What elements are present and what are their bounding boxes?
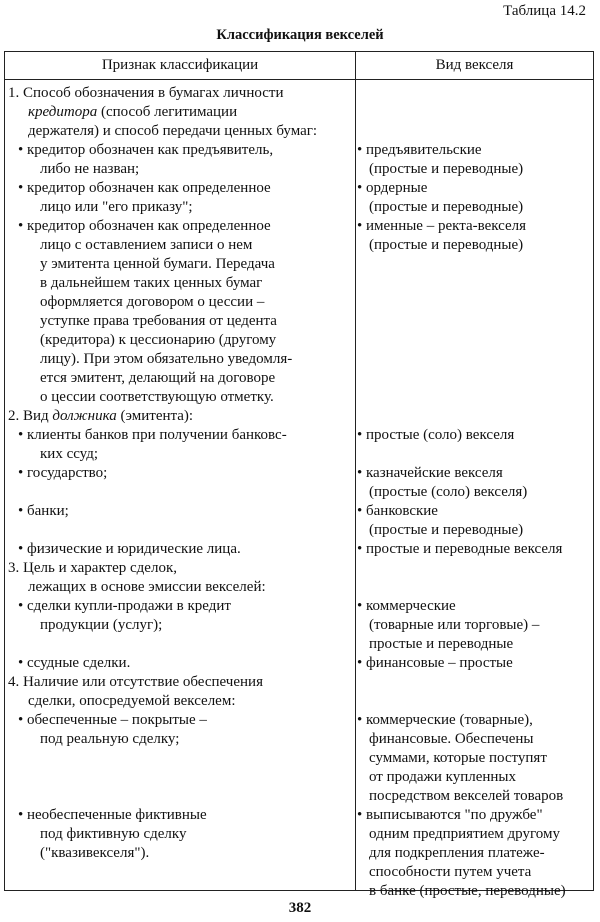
table-number: Таблица 14.2 bbox=[503, 3, 586, 19]
bill-type-line: • коммерческие bbox=[357, 598, 456, 614]
bill-type-line: в банке (простые, переводные) bbox=[369, 883, 566, 899]
feature-line: держателя) и способ передачи ценных бумаг: bbox=[28, 123, 318, 139]
bill-type-line: (простые и переводные) bbox=[369, 522, 524, 538]
header-bill-type: Вид векселя bbox=[435, 57, 514, 73]
bill-type-line: простые и переводные bbox=[369, 636, 514, 652]
table-title: Классификация векселей bbox=[216, 27, 384, 43]
feature-line: 2. Вид должника (эмитента): bbox=[8, 408, 194, 424]
feature-line: • физические и юридические лица. bbox=[18, 541, 241, 557]
feature-line: кредитора (способ легитимации bbox=[28, 104, 238, 120]
feature-line: лицо или "его приказу"; bbox=[40, 199, 193, 215]
feature-line: (кредитора) к цессионарию (другому bbox=[40, 332, 277, 348]
feature-line: лицу). При этом обязательно уведомля- bbox=[40, 351, 293, 367]
feature-line: • кредитор обозначен как определенное bbox=[18, 180, 271, 196]
feature-line: • обеспеченные – покрытые – bbox=[18, 712, 207, 728]
feature-line: лежащих в основе эмиссии векселей: bbox=[28, 579, 266, 595]
bill-type-line: (простые и переводные) bbox=[369, 237, 524, 253]
feature-line: 3. Цель и характер сделок, bbox=[8, 560, 177, 576]
feature-line: под фиктивную сделку bbox=[40, 826, 187, 842]
bill-type-line: для подкрепления платеже- bbox=[369, 845, 545, 861]
feature-line: у эмитента ценной бумаги. Передача bbox=[40, 256, 275, 272]
feature-line: • клиенты банков при получении банковс- bbox=[18, 427, 287, 443]
feature-line: • кредитор обозначен как определенное bbox=[18, 218, 271, 234]
bill-type-line: (простые и переводные) bbox=[369, 161, 524, 177]
feature-line: уступке права требования от цедента bbox=[40, 313, 277, 329]
feature-line: • необеспеченные фиктивные bbox=[18, 807, 207, 823]
bill-type-line: • именные – ректа-векселя bbox=[357, 218, 527, 234]
bill-type-line: от продажи купленных bbox=[369, 769, 517, 785]
bill-type-line: • казначейские векселя bbox=[357, 465, 503, 481]
feature-line: 1. Способ обозначения в бумагах личности bbox=[8, 85, 284, 101]
feature-line: либо не назван; bbox=[40, 161, 140, 177]
bill-type-line: суммами, которые поступят bbox=[369, 750, 547, 766]
bill-type-line: посредством векселей товаров bbox=[369, 788, 564, 804]
feature-line: • ссудные сделки. bbox=[18, 655, 131, 671]
bill-type-line: одним предприятием другому bbox=[369, 826, 560, 842]
feature-line: сделки, опосредуемой векселем: bbox=[28, 693, 236, 709]
feature-line: о цессии соответствующую отметку. bbox=[40, 389, 274, 405]
feature-line: в дальнейшем таких ценных бумаг bbox=[40, 275, 263, 291]
bill-type-line: • финансовые – простые bbox=[357, 655, 513, 671]
table-header bbox=[5, 52, 593, 80]
bill-type-line: (простые (соло) векселя) bbox=[369, 484, 528, 500]
feature-line: лицо с оставлением записи о нем bbox=[40, 237, 253, 253]
bill-type-line: • предъявительские bbox=[357, 142, 482, 158]
feature-line: ких ссуд; bbox=[40, 446, 99, 462]
bill-type-line: способности путем учета bbox=[369, 864, 532, 880]
feature-line: под реальную сделку; bbox=[40, 731, 180, 747]
feature-line: ("квазивекселя"). bbox=[40, 845, 150, 861]
feature-line: продукции (услуг); bbox=[40, 617, 163, 633]
feature-line: • кредитор обозначен как предъявитель, bbox=[18, 142, 274, 158]
bill-type-line: (простые и переводные) bbox=[369, 199, 524, 215]
bill-type-line: • банковские bbox=[357, 503, 438, 519]
feature-line: • государство; bbox=[18, 465, 108, 481]
bill-type-line: • выписываются "по дружбе" bbox=[357, 807, 543, 823]
page-number: 382 bbox=[288, 900, 312, 916]
bill-type-line: • простые (соло) векселя bbox=[357, 427, 515, 443]
feature-line: 4. Наличие или отсутствие обеспечения bbox=[8, 674, 263, 690]
bill-type-line: (товарные или торговые) – bbox=[369, 617, 540, 633]
column-divider bbox=[355, 52, 356, 890]
bill-type-line: финансовые. Обеспечены bbox=[369, 731, 534, 747]
feature-line: • банки; bbox=[18, 503, 69, 519]
bill-type-line: • простые и переводные векселя bbox=[357, 541, 563, 557]
bill-type-line: • коммерческие (товарные), bbox=[357, 712, 533, 728]
feature-line: ется эмитент, делающий на договоре bbox=[40, 370, 276, 386]
feature-line: • сделки купли-продажи в кредит bbox=[18, 598, 231, 614]
header-classification-feature: Признак классификации bbox=[101, 57, 259, 73]
bill-type-line: • ордерные bbox=[357, 180, 428, 196]
feature-line: оформляется договором о цессии – bbox=[40, 294, 265, 310]
